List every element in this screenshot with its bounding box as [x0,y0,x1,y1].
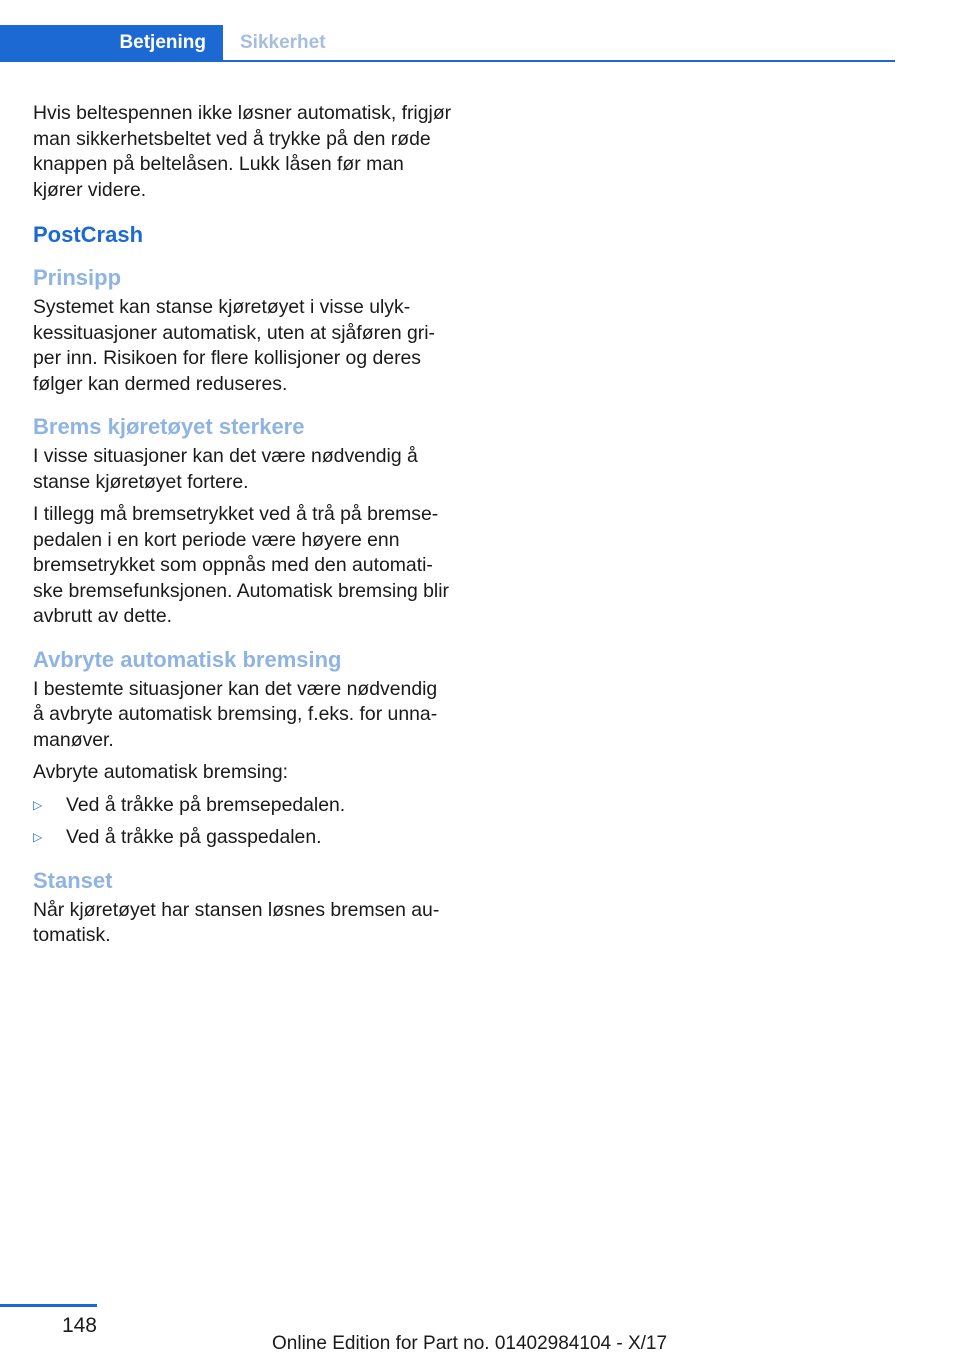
list-item-text: Ved å tråkke på bremsepedalen. [66,793,346,816]
avbryte-paragraph-1: I bestemte situasjoner kan det være nødvendig å avbryte automatisk bremsing, f.eks. for unnamanøver. [33,677,438,751]
section-title-postcrash: PostCrash [33,222,144,247]
header-divider [0,60,895,62]
prinsipp-paragraph: Systemet kan stanse kjøretøyet i visse ulykkessituasjoner automatisk, uten at sjåføren griper inn. Risikoen for flere kollisjoner og deres følger kan dermed reduseres. [33,296,436,395]
triangle-bullet-icon: ▷ [33,830,43,844]
page-number: 148 [61,1314,97,1337]
tab-sikkerhet[interactable]: Sikkerhet [240,31,326,53]
header-tabs [0,25,895,62]
list-item-text: Ved å tråkke på gasspedalen. [66,826,322,848]
subsection-title-brems: Brems kjøretøyet sterkere [33,414,305,439]
intro-paragraph: Hvis beltespennen ikke løsner automatisk, frigjør man sikkerhetsbeltet ved å trykke på den røde knappen på beltelåsen. Lukk låsen før man kjører videre. [33,102,452,201]
subsection-title-avbryte: Avbryte automatisk bremsing [33,646,342,672]
main-content [33,101,453,956]
stanset-paragraph: Når kjøretøyet har stansen løsnes bremsen automatisk. [33,898,440,946]
tab-betjening[interactable]: Betjening [0,25,223,60]
triangle-bullet-icon: ▷ [33,797,43,812]
list-item [33,793,453,819]
edition-text: Online Edition for Part no. 01402984104 - X/17 [272,1333,668,1354]
brems-paragraph-2: I tillegg må bremsetrykket ved å trå på bremsepedalen i en kort periode være høyere enn bremsetrykket som oppnås med den automatiske bremsefunksjonen. Automatisk bremsing blir avbrutt av dette. [33,503,450,627]
avbryte-paragraph-2: Avbryte automatisk bremsing: [33,761,289,783]
footer-divider [0,1304,97,1307]
subsection-title-prinsipp: Prinsipp [33,265,122,290]
list-item [33,825,453,851]
subsection-title-stanset: Stanset [33,867,113,893]
brems-paragraph-1: I visse situasjoner kan det være nødvendig å stanse kjøretøyet fortere. [33,445,418,493]
